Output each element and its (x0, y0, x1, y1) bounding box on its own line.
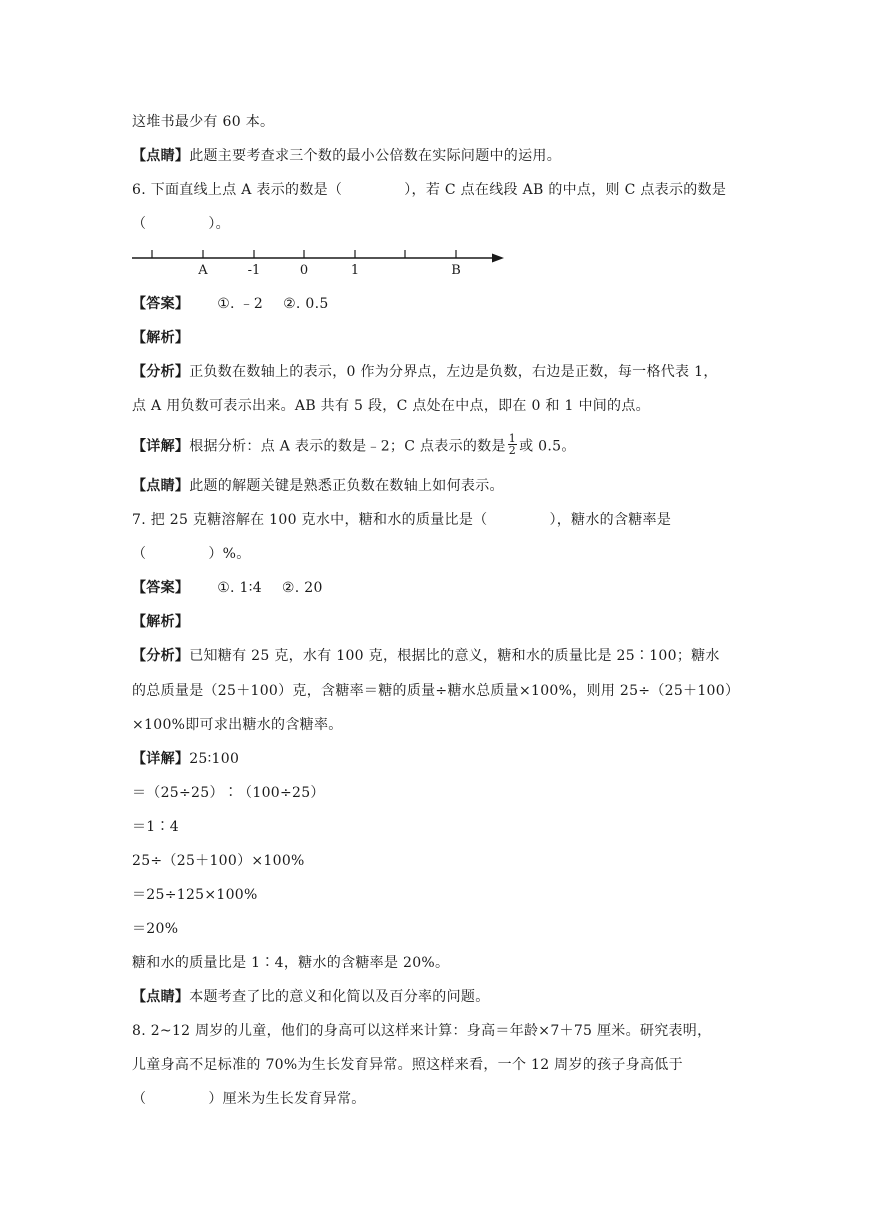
label-minus-1: -1 (247, 263, 261, 276)
question-8-line-2: 儿童身高不足标准的 70%为生长发育异常。照这样来看，一个 12 周岁的孩子身高低于 (132, 1057, 683, 1073)
text-line: 【点睛】此题主要考查求三个数的最小公倍数在实际问题中的运用。 (132, 148, 562, 164)
label-b: B (451, 263, 461, 276)
detail-line: 【详解】根据分析：点 A 表示的数是﹣2；C 点表示的数是 $\frac{1}{2}$ 或 0.5。 (132, 432, 576, 457)
question-8-line-1: 8. 2~12 周岁的儿童，他们的身高可以这样来计算：身高＝年龄×7＋75 厘米。研究表明， (132, 1023, 712, 1039)
question-8-line-3: （ ）厘米为生长发育异常。 (132, 1091, 366, 1107)
analysis-line: 【分析】已知糖有 25 克，水有 100 克，根据比的意义，糖和水的质量比是 25∶100；糖水 (132, 648, 720, 664)
detail-line: ＝25÷125×100% (132, 887, 258, 903)
detail-line: 糖和水的质量比是 1∶4，糖水的含糖率是 20%。 (132, 955, 450, 971)
analysis-line: 【分析】正负数在数轴上的表示，0 作为分界点，左边是负数，右边是正数，每一格代表 1， (132, 364, 718, 380)
label-0: 0 (299, 263, 309, 276)
dianjing-tag: 【点睛】 (132, 148, 190, 164)
question-7-line-2: （ ）%。 (132, 546, 251, 562)
detail-line: 25÷（25＋100）×100% (132, 853, 305, 869)
label-1: 1 (350, 263, 360, 276)
detail-line: ＝20% (132, 921, 179, 937)
question-7-line-1: 7. 把 25 克糖溶解在 100 克水中，糖和水的质量比是（ ），糖水的含糖率是 (132, 512, 672, 528)
detail-line: ＝（25÷25）∶（100÷25） (132, 785, 325, 801)
detail-line: ＝1∶4 (132, 819, 180, 835)
fraction-one-half: $\frac{1}{2}$ (508, 432, 517, 457)
jiexi-tag: 【解析】 (132, 614, 190, 630)
question-6-line-2: （ ）。 (132, 216, 230, 232)
detail-line: 【详解】25∶100 (132, 751, 240, 767)
number-line (128, 240, 508, 276)
answer-line: 【答案】 ①. 1∶4 ②. 20 (132, 580, 323, 596)
number-line-arrow (492, 254, 504, 263)
analysis-line: ×100%即可求出糖水的含糖率。 (132, 717, 343, 733)
jiexi-tag: 【解析】 (132, 330, 190, 346)
number-line-ticks (152, 250, 456, 258)
dianjing-line: 【点睛】此题的解题关键是熟悉正负数在数轴上如何表示。 (132, 478, 504, 494)
dianjing-line: 【点睛】本题考查了比的意义和化简以及百分率的问题。 (132, 989, 490, 1005)
text-line: 这堆书最少有 60 本。 (132, 114, 275, 130)
answer-line: 【答案】 ①. ﹣2 ②. 0.5 (132, 296, 329, 312)
analysis-line: 点 A 用负数可表示出来。AB 共有 5 段，C 点处在中点，即在 0 和 1 中间的点。 (132, 398, 650, 414)
analysis-line: 的总质量是（25＋100）克，含糖率＝糖的质量÷糖水总质量×100%，则用 25÷（25＋100） (132, 683, 740, 699)
label-a: A (198, 263, 208, 276)
question-6-line-1: 6. 下面直线上点 A 表示的数是（ ），若 C 点在线段 AB 的中点，则 C 点表示的数是 (132, 182, 727, 198)
